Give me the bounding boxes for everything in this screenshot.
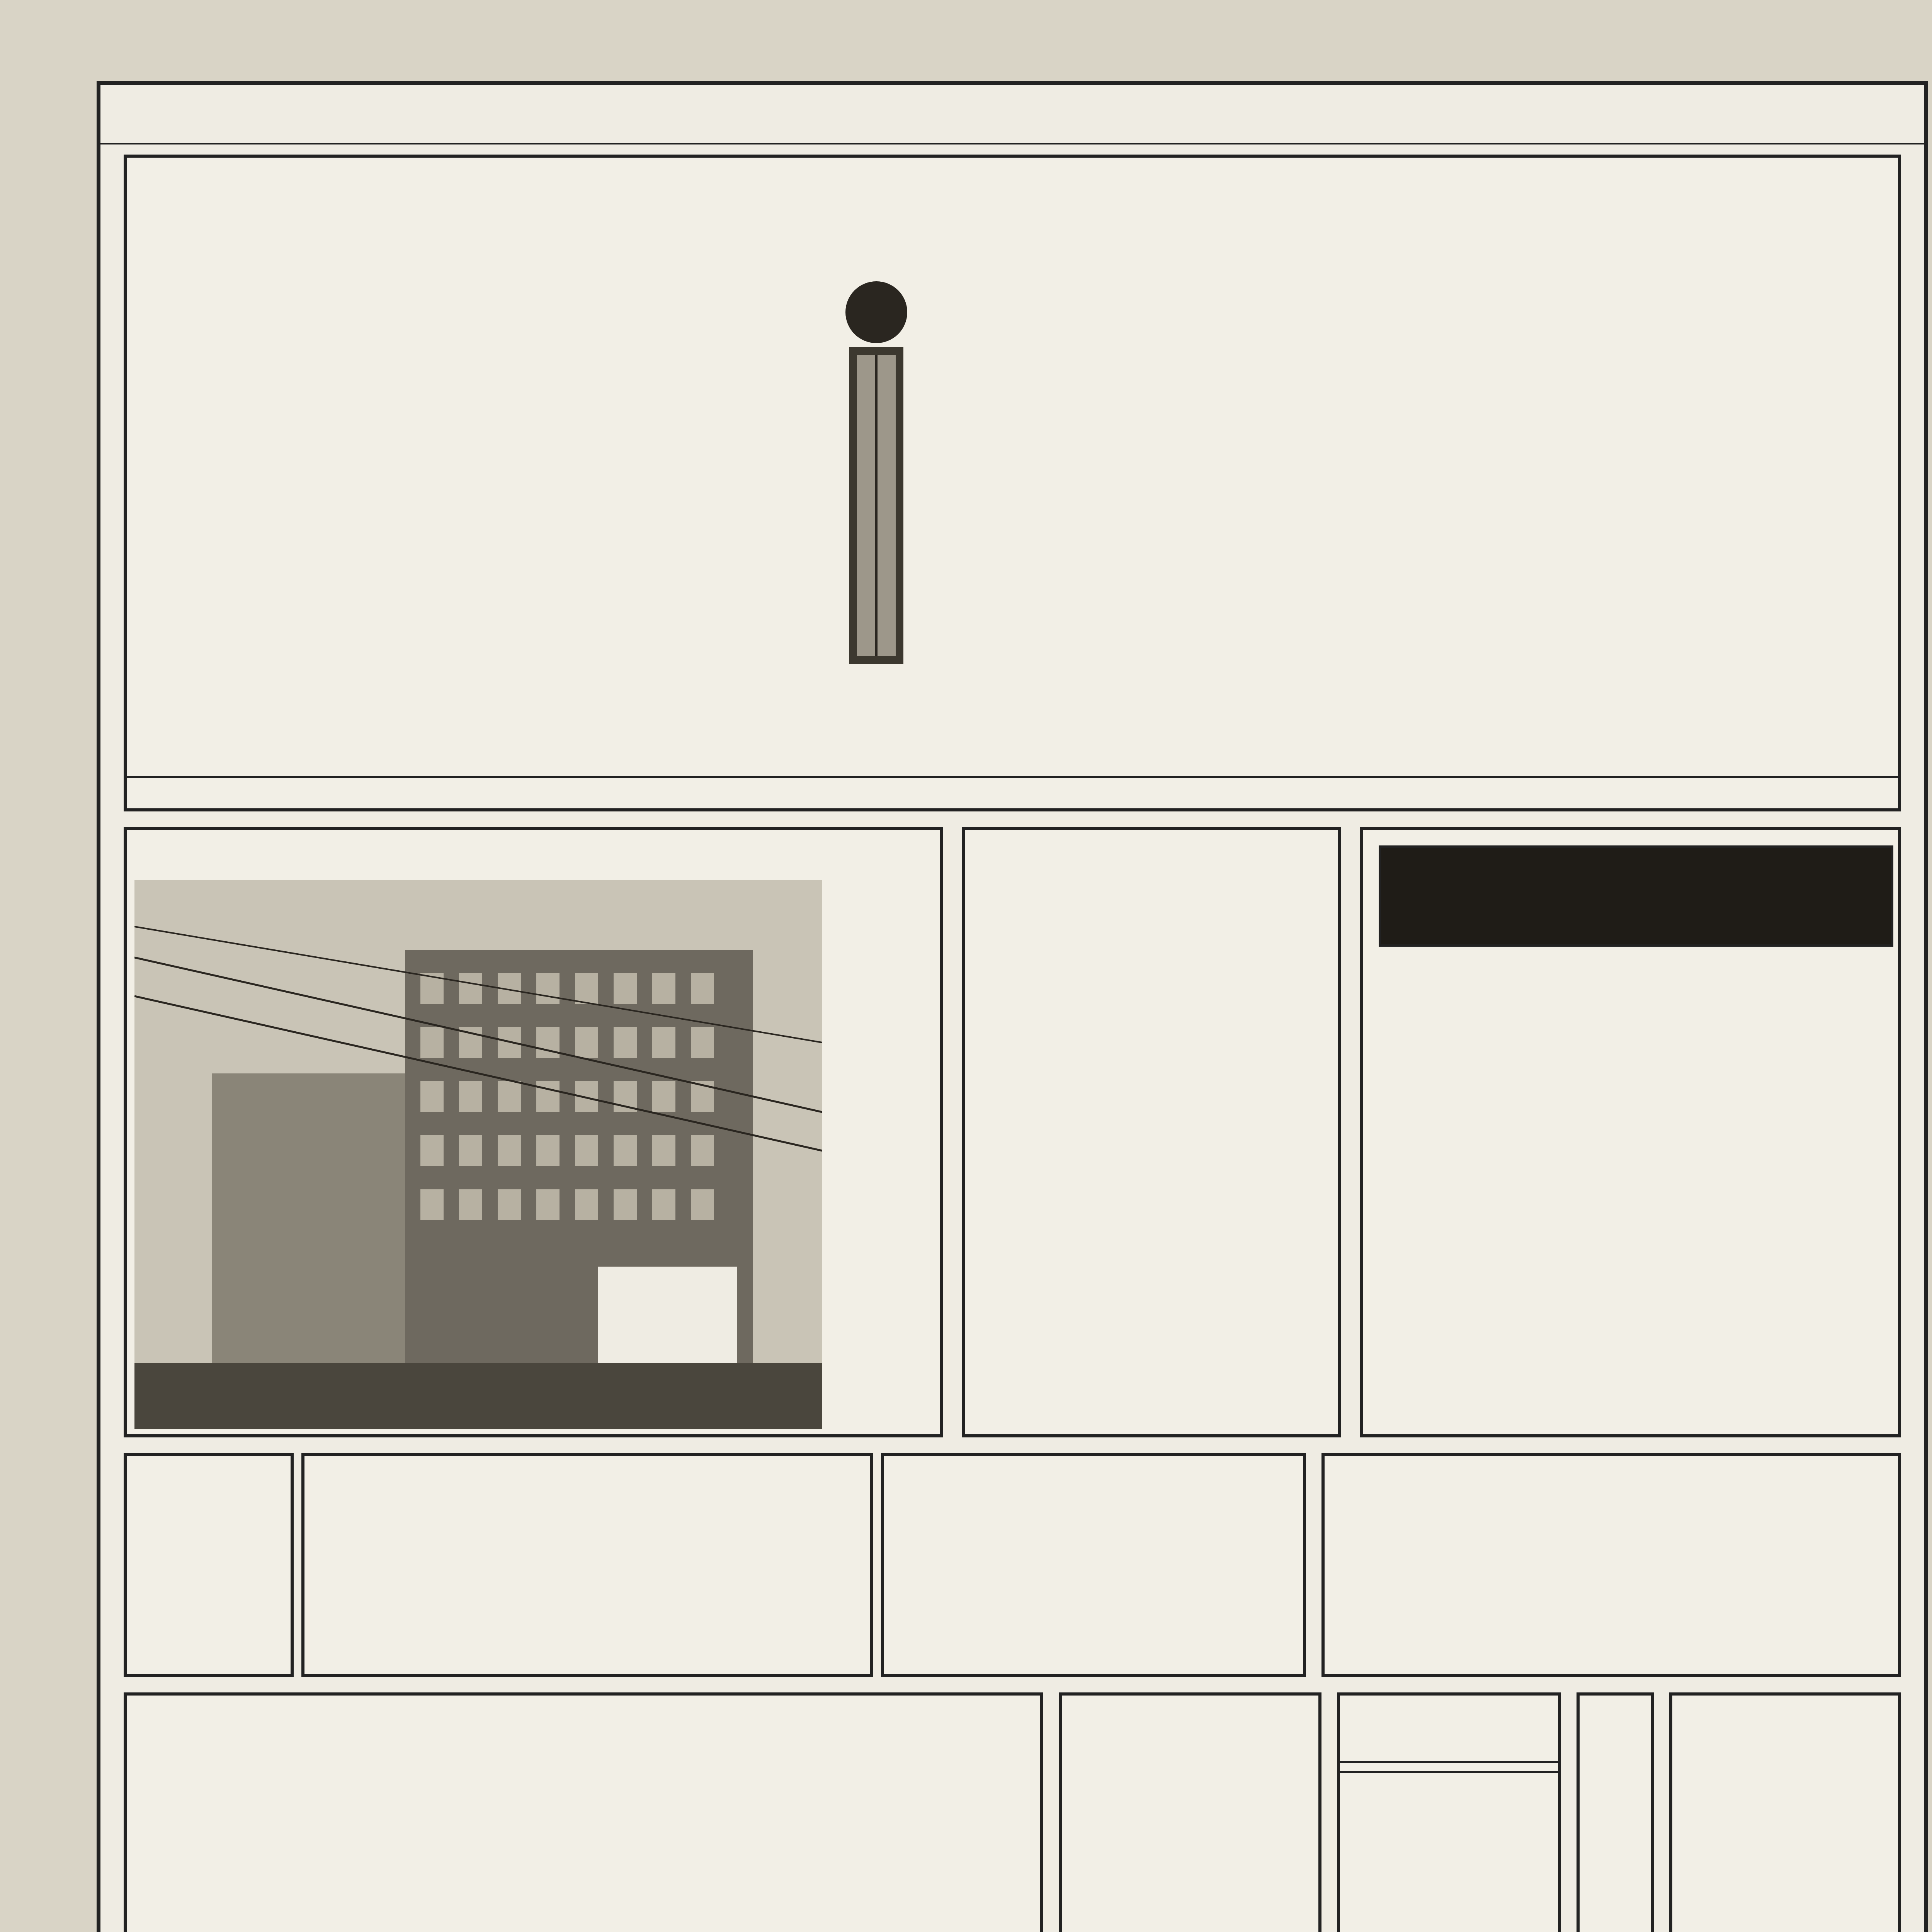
plumbing-body [985, 1464, 1247, 1672]
jun-kee-label [328, 1468, 621, 1537]
hotel-building-illustration [134, 880, 822, 1429]
yee-lun-banner [1379, 845, 1893, 947]
poem-lines [1348, 1819, 1556, 1932]
plumbing-ad [881, 1453, 1306, 1677]
kay-sang-ad [124, 1692, 1043, 1932]
doctor-figure-icon [807, 254, 946, 687]
gongzai-testimonial-body [1670, 1703, 1894, 1932]
yee-lun-ad [1360, 827, 1901, 1437]
agent-list [181, 1703, 583, 1932]
gongzai-ad [1669, 1692, 1901, 1932]
sanbian-sub [1340, 1761, 1561, 1773]
yee-lun-body [1471, 1015, 1881, 1425]
jun-kee-body [648, 1464, 842, 1672]
left-circle-column [138, 258, 216, 683]
medicine-list [312, 258, 757, 691]
jun-kee-ad [301, 1453, 873, 1677]
newspaper-page [97, 81, 1928, 1932]
donation-list [962, 827, 1341, 1437]
kay-sang-products [631, 1703, 824, 1932]
sanbian-poem [1337, 1692, 1561, 1932]
hotel-photo [134, 880, 822, 1429]
officer-rows [1332, 1464, 1796, 1672]
travel-ad [1059, 1692, 1321, 1932]
doctor-figure [807, 254, 946, 687]
testimonial-2 [1577, 1692, 1654, 1932]
agents-bar [127, 776, 1901, 811]
donation-entries [973, 838, 1290, 1425]
hotel-ad [124, 827, 943, 1437]
right-circle-column [1809, 258, 1886, 683]
title-circle-row [142, 165, 1881, 243]
pharmacy-ad [124, 155, 1901, 811]
pharmacy-body-text [969, 258, 1726, 691]
officers-ad [1321, 1453, 1901, 1677]
bottom-circle-row [142, 706, 1881, 772]
page-header [100, 85, 1924, 145]
testimonial-2-text [1577, 1703, 1647, 1932]
ruan-ben-ad [124, 1453, 294, 1677]
